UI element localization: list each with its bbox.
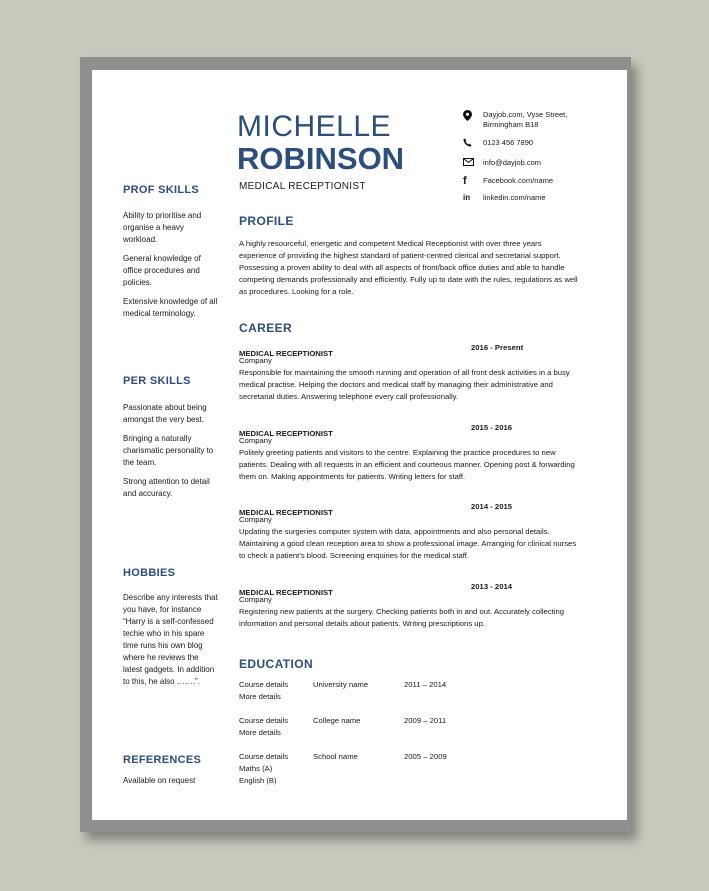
facebook-icon: f	[463, 175, 467, 187]
education-school: College name	[313, 716, 361, 725]
career-role: MEDICAL RECEPTIONIST	[239, 588, 333, 597]
education-row	[239, 679, 539, 715]
per-skills-heading: PER SKILLS	[123, 375, 191, 387]
email-icon	[463, 158, 483, 169]
career-company: Company	[239, 595, 272, 604]
career-entry	[239, 343, 579, 403]
first-name: MICHELLE	[237, 110, 392, 143]
contact-facebook	[463, 176, 623, 186]
last-name: ROBINSON	[237, 141, 405, 176]
prof-skills-list	[123, 210, 218, 327]
career-entry	[239, 582, 579, 630]
education-detail: More details	[239, 728, 281, 737]
per-skill-item: Passionate about being amongst the very best.	[123, 403, 207, 424]
email-address: info@dayjob.com	[483, 158, 542, 167]
education-course: Course details	[239, 752, 289, 761]
location-pin-icon	[463, 110, 483, 124]
per-skills-list	[123, 402, 218, 507]
career-entry	[239, 423, 579, 483]
facebook-link: Facebook.com/name	[483, 176, 554, 185]
education-row	[239, 715, 539, 751]
career-role: MEDICAL RECEPTIONIST	[239, 349, 333, 358]
contact-block	[463, 110, 623, 203]
contact-email	[463, 158, 623, 169]
career-heading: CAREER	[239, 321, 293, 335]
contact-phone	[463, 138, 623, 150]
education-dates: 2009 – 2011	[404, 716, 447, 725]
career-entry	[239, 502, 579, 562]
contact-linkedin	[463, 193, 623, 203]
education-dates: 2011 – 2014	[404, 680, 447, 689]
career-company: Company	[239, 515, 272, 524]
per-skill-item: Strong attention to detail and accuracy.	[123, 477, 210, 498]
career-dates: 2016 - Present	[471, 343, 524, 352]
hobbies-heading: HOBBIES	[123, 567, 176, 579]
per-skill-item: Bringing a naturally charismatic personality to the team.	[123, 434, 214, 467]
address-line2: Birmingham B18	[483, 120, 539, 129]
education-detail: English (B)	[239, 776, 277, 785]
education-dates: 2005 – 2009	[404, 752, 447, 761]
career-description: Responsible for maintaining the smooth running and operation of all front desk activities in a busy medical practise. Helping the doctors and medical staff by managing their administrative and secretarial duties. Answering telephone every call professionally.	[239, 368, 570, 401]
career-description: Politely greeting patients and visitors to the centre. Explaining the practice procedures to new patients. Dealing with all requests in an efficient and courteous manner. Opening post & forwarding them on. Making appointments for patients. Writing letters for staff.	[239, 448, 575, 481]
education-school: School name	[313, 752, 358, 761]
career-role: MEDICAL RECEPTIONIST	[239, 429, 333, 438]
hobbies-text: Describe any interests that you have, for instance “Harry is a self-confessed techie who in his spare time runs his own blog where he reviews the latest gadgets. In addition to this, he also …….”.	[123, 593, 218, 686]
prof-skills-heading: PROF SKILLS	[123, 184, 200, 196]
career-description: Registering new patients at the surgery. Checking patients both in and out. Accurately collecting information and personal details about patients. Writing prescriptions up.	[239, 607, 565, 628]
career-company: Company	[239, 356, 272, 365]
address-line1: Dayjob.com, Vyse Street,	[483, 110, 568, 119]
career-description: Updating the surgeries computer system with data, appointments and also personal details. Maintaining a good clean reception area to show a professional image. Arranging for clinical nurses to check a patient’s blood. Screening enquiries for the medical staff.	[239, 527, 577, 560]
prof-skill-item: Ability to prioritise and organise a heavy workload.	[123, 211, 202, 244]
education-school: University name	[313, 680, 369, 689]
prof-skill-item: Extensive knowledge of all medical terminology.	[123, 297, 218, 318]
education-detail: More details	[239, 692, 281, 701]
education-detail: Maths (A)	[239, 764, 273, 773]
education-course: Course details	[239, 680, 289, 689]
references-heading: REFERENCES	[123, 754, 202, 766]
education-row	[239, 751, 539, 787]
references-text: Available on request	[123, 776, 196, 785]
career-dates: 2013 - 2014	[471, 582, 513, 591]
career-company: Company	[239, 436, 272, 445]
education-heading: EDUCATION	[239, 657, 314, 671]
profile-text: A highly resourceful, energetic and competent Medical Receptionist with over three years experience of providing the highest standard of patient-centred clerical and secretarial support. Possessing a proven ability to deal with all aspects of front/back office duties and able to handle competing demands professionally and efficiently. Fully up to date with the rules, regulations as well as procedures. Looking for a role.	[239, 239, 578, 296]
career-dates: 2014 - 2015	[471, 502, 513, 511]
linkedin-link: linkedin.com/name	[483, 193, 546, 202]
phone-icon	[463, 138, 483, 150]
contact-address	[463, 110, 623, 130]
linkedin-icon: in	[463, 193, 471, 202]
education-course: Course details	[239, 716, 289, 725]
career-role: MEDICAL RECEPTIONIST	[239, 508, 333, 517]
job-title: MEDICAL RECEPTIONIST	[239, 181, 366, 192]
career-dates: 2015 - 2016	[471, 423, 513, 432]
prof-skill-item: General knowledge of office procedures and policies.	[123, 254, 201, 287]
profile-heading: PROFILE	[239, 214, 294, 228]
phone-number: 0123 456 7890	[483, 138, 534, 147]
